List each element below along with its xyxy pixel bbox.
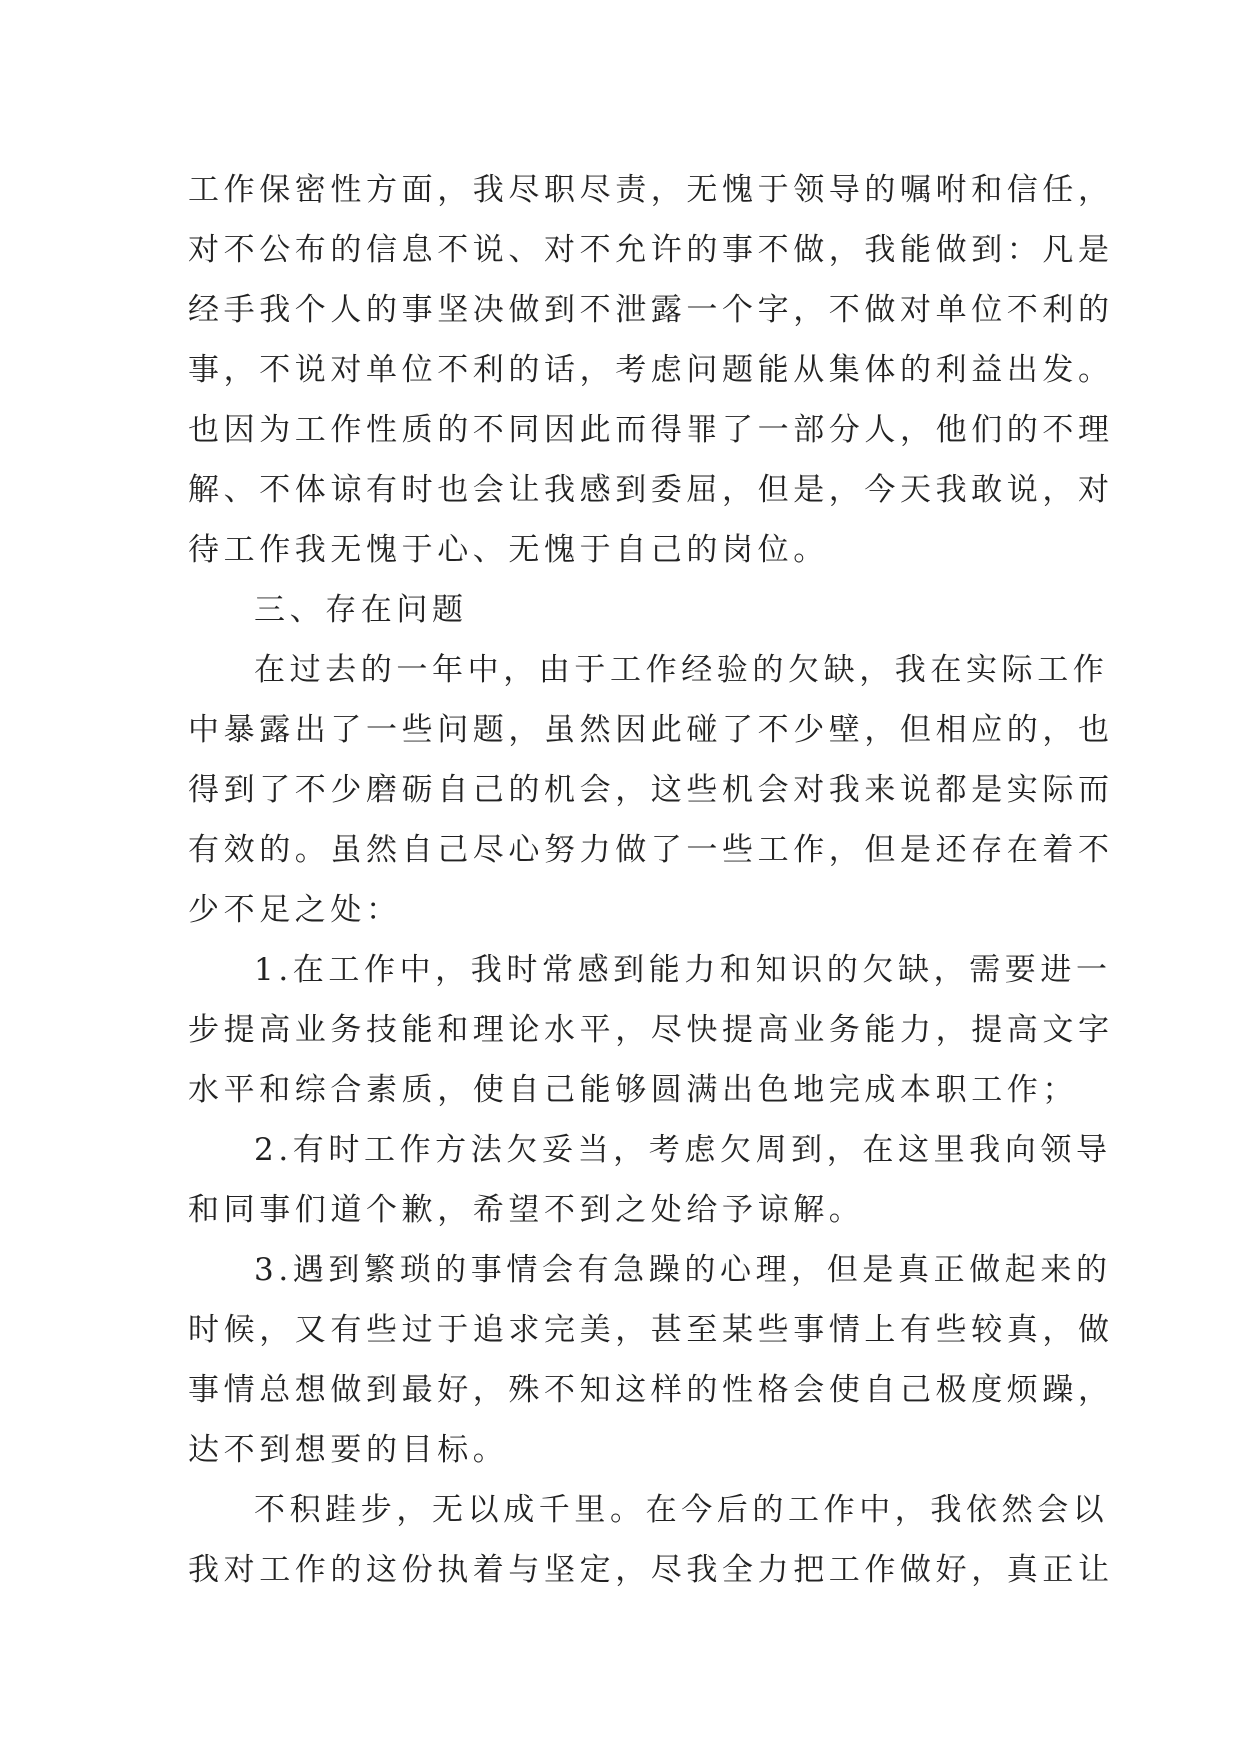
list-item-2: 2.有时工作方法欠妥当，考虑欠周到，在这里我向领导 xyxy=(254,1132,1112,1168)
text-line: 时候，又有些过于追求完美，甚至某些事情上有些较真，做 xyxy=(188,1312,1114,1348)
text-line: 步提高业务技能和理论水平，尽快提高业务能力，提高文字 xyxy=(188,1012,1114,1048)
text-line: 经手我个人的事坚决做到不泄露一个字，不做对单位不利的 xyxy=(188,292,1114,328)
paragraph-first-line: 在过去的一年中，由于工作经验的欠缺，我在实际工作 xyxy=(254,652,1109,688)
text-line: 水平和综合素质，使自己能够圆满出色地完成本职工作； xyxy=(188,1072,1078,1108)
text-line: 和同事们道个歉，希望不到之处给予谅解。 xyxy=(188,1192,865,1228)
text-line: 我对工作的这份执着与坚定，尽我全力把工作做好，真正让 xyxy=(188,1552,1114,1588)
list-item-3: 3.遇到繁琐的事情会有急躁的心理，但是真正做起来的 xyxy=(254,1252,1112,1288)
text-line: 对不公布的信息不说、对不允许的事不做，我能做到：凡是 xyxy=(188,232,1114,268)
section-heading: 三、存在问题 xyxy=(254,592,468,628)
text-line: 工作保密性方面，我尽职尽责，无愧于领导的嘱咐和信任， xyxy=(188,172,1114,208)
text-line: 也因为工作性质的不同因此而得罪了一部分人，他们的不理 xyxy=(188,412,1114,448)
text-line: 事情总想做到最好，殊不知这样的性格会使自己极度烦躁， xyxy=(188,1372,1114,1408)
paragraph-first-line: 不积跬步，无以成千里。在今后的工作中，我依然会以 xyxy=(254,1492,1109,1528)
text-line: 达不到想要的目标。 xyxy=(188,1432,509,1468)
text-line: 得到了不少磨砺自己的机会，这些机会对我来说都是实际而 xyxy=(188,772,1114,808)
text-line: 解、不体谅有时也会让我感到委屈，但是，今天我敢说，对 xyxy=(188,472,1114,508)
text-line: 待工作我无愧于心、无愧于自己的岗位。 xyxy=(188,532,829,568)
list-item-1: 1.在工作中，我时常感到能力和知识的欠缺，需要进一 xyxy=(254,952,1112,988)
text-line: 事，不说对单位不利的话，考虑问题能从集体的利益出发。 xyxy=(188,352,1114,388)
text-line: 中暴露出了一些问题，虽然因此碰了不少壁，但相应的，也 xyxy=(188,712,1114,748)
document-body xyxy=(188,160,1114,1600)
text-line: 有效的。虽然自己尽心努力做了一些工作，但是还存在着不 xyxy=(188,832,1114,868)
text-line: 少不足之处： xyxy=(188,892,402,928)
